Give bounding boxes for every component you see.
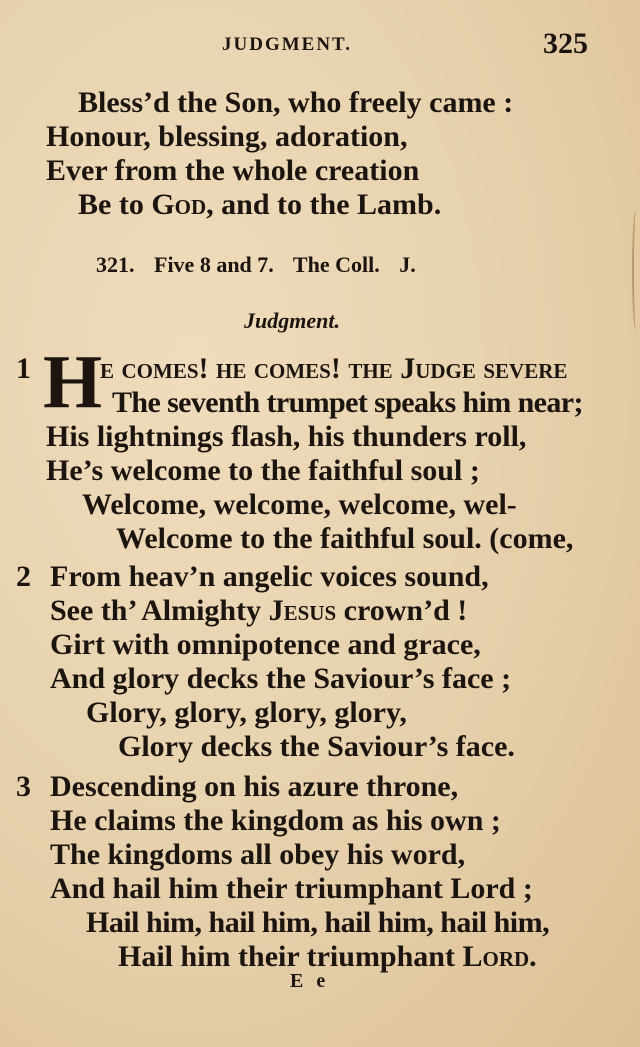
verse-number: 3 xyxy=(16,770,31,803)
verse-line: e comes! he comes! the Judge severe xyxy=(100,352,568,385)
verse-line: And hail him their triumphant Lord ; xyxy=(50,872,533,905)
hymn-author: J. xyxy=(399,252,416,277)
verse-line: Glory decks the Saviour’s face. xyxy=(118,730,515,763)
verse-line: Hail him their triumphant Lord. xyxy=(118,940,537,973)
verse-line: Welcome to the faithful soul. (come, xyxy=(116,522,574,555)
verse-line: Welcome, welcome, welcome, wel- xyxy=(82,488,517,521)
running-title: JUDGMENT. xyxy=(222,34,353,55)
doxology-line: Be to God, and to the Lamb. xyxy=(78,188,442,221)
verse-line: He claims the kingdom as his own ; xyxy=(50,804,501,837)
verse-line: Girt with omnipotence and grace, xyxy=(50,628,481,661)
hymn-heading xyxy=(96,252,430,278)
verse-line: See th’ Almighty Jesus crown’d ! xyxy=(50,594,468,627)
verse-line: From heav’n angelic voices sound, xyxy=(50,560,489,593)
doxology-line: Ever from the whole creation xyxy=(46,154,420,187)
verse-line: The kingdoms all obey his word, xyxy=(50,838,466,871)
verse-number: 2 xyxy=(16,560,31,593)
verse-line: And glory decks the Saviour’s face ; xyxy=(50,662,512,695)
hymn-number: 321. xyxy=(96,252,135,277)
doxology-line: Bless’d the Son, who freely came : xyxy=(78,86,514,119)
verse-line: His lightnings flash, his thunders roll, xyxy=(46,420,527,453)
page-number: 325 xyxy=(543,27,588,60)
hymn-meter: Five 8 and 7. xyxy=(154,252,274,277)
verse-line: Hail him, hail him, hail him, hail him, xyxy=(86,906,550,939)
verse-line: The seventh trumpet speaks him near; xyxy=(112,386,583,419)
doxology-line: Honour, blessing, adoration, xyxy=(46,120,408,153)
drop-cap: H xyxy=(43,340,103,424)
signature-mark: E e xyxy=(290,970,330,992)
page-header xyxy=(0,27,640,60)
verse-number: 1 xyxy=(16,352,31,385)
hymn-subject: Judgment. xyxy=(244,308,340,333)
page-edge-shadow xyxy=(632,210,640,330)
verse-line: Descending on his azure throne, xyxy=(50,770,459,803)
verse-line: He’s welcome to the faithful soul ; xyxy=(46,454,480,487)
verse-line: Glory, glory, glory, glory, xyxy=(86,696,407,729)
hymn-source: The Coll. xyxy=(292,252,380,277)
